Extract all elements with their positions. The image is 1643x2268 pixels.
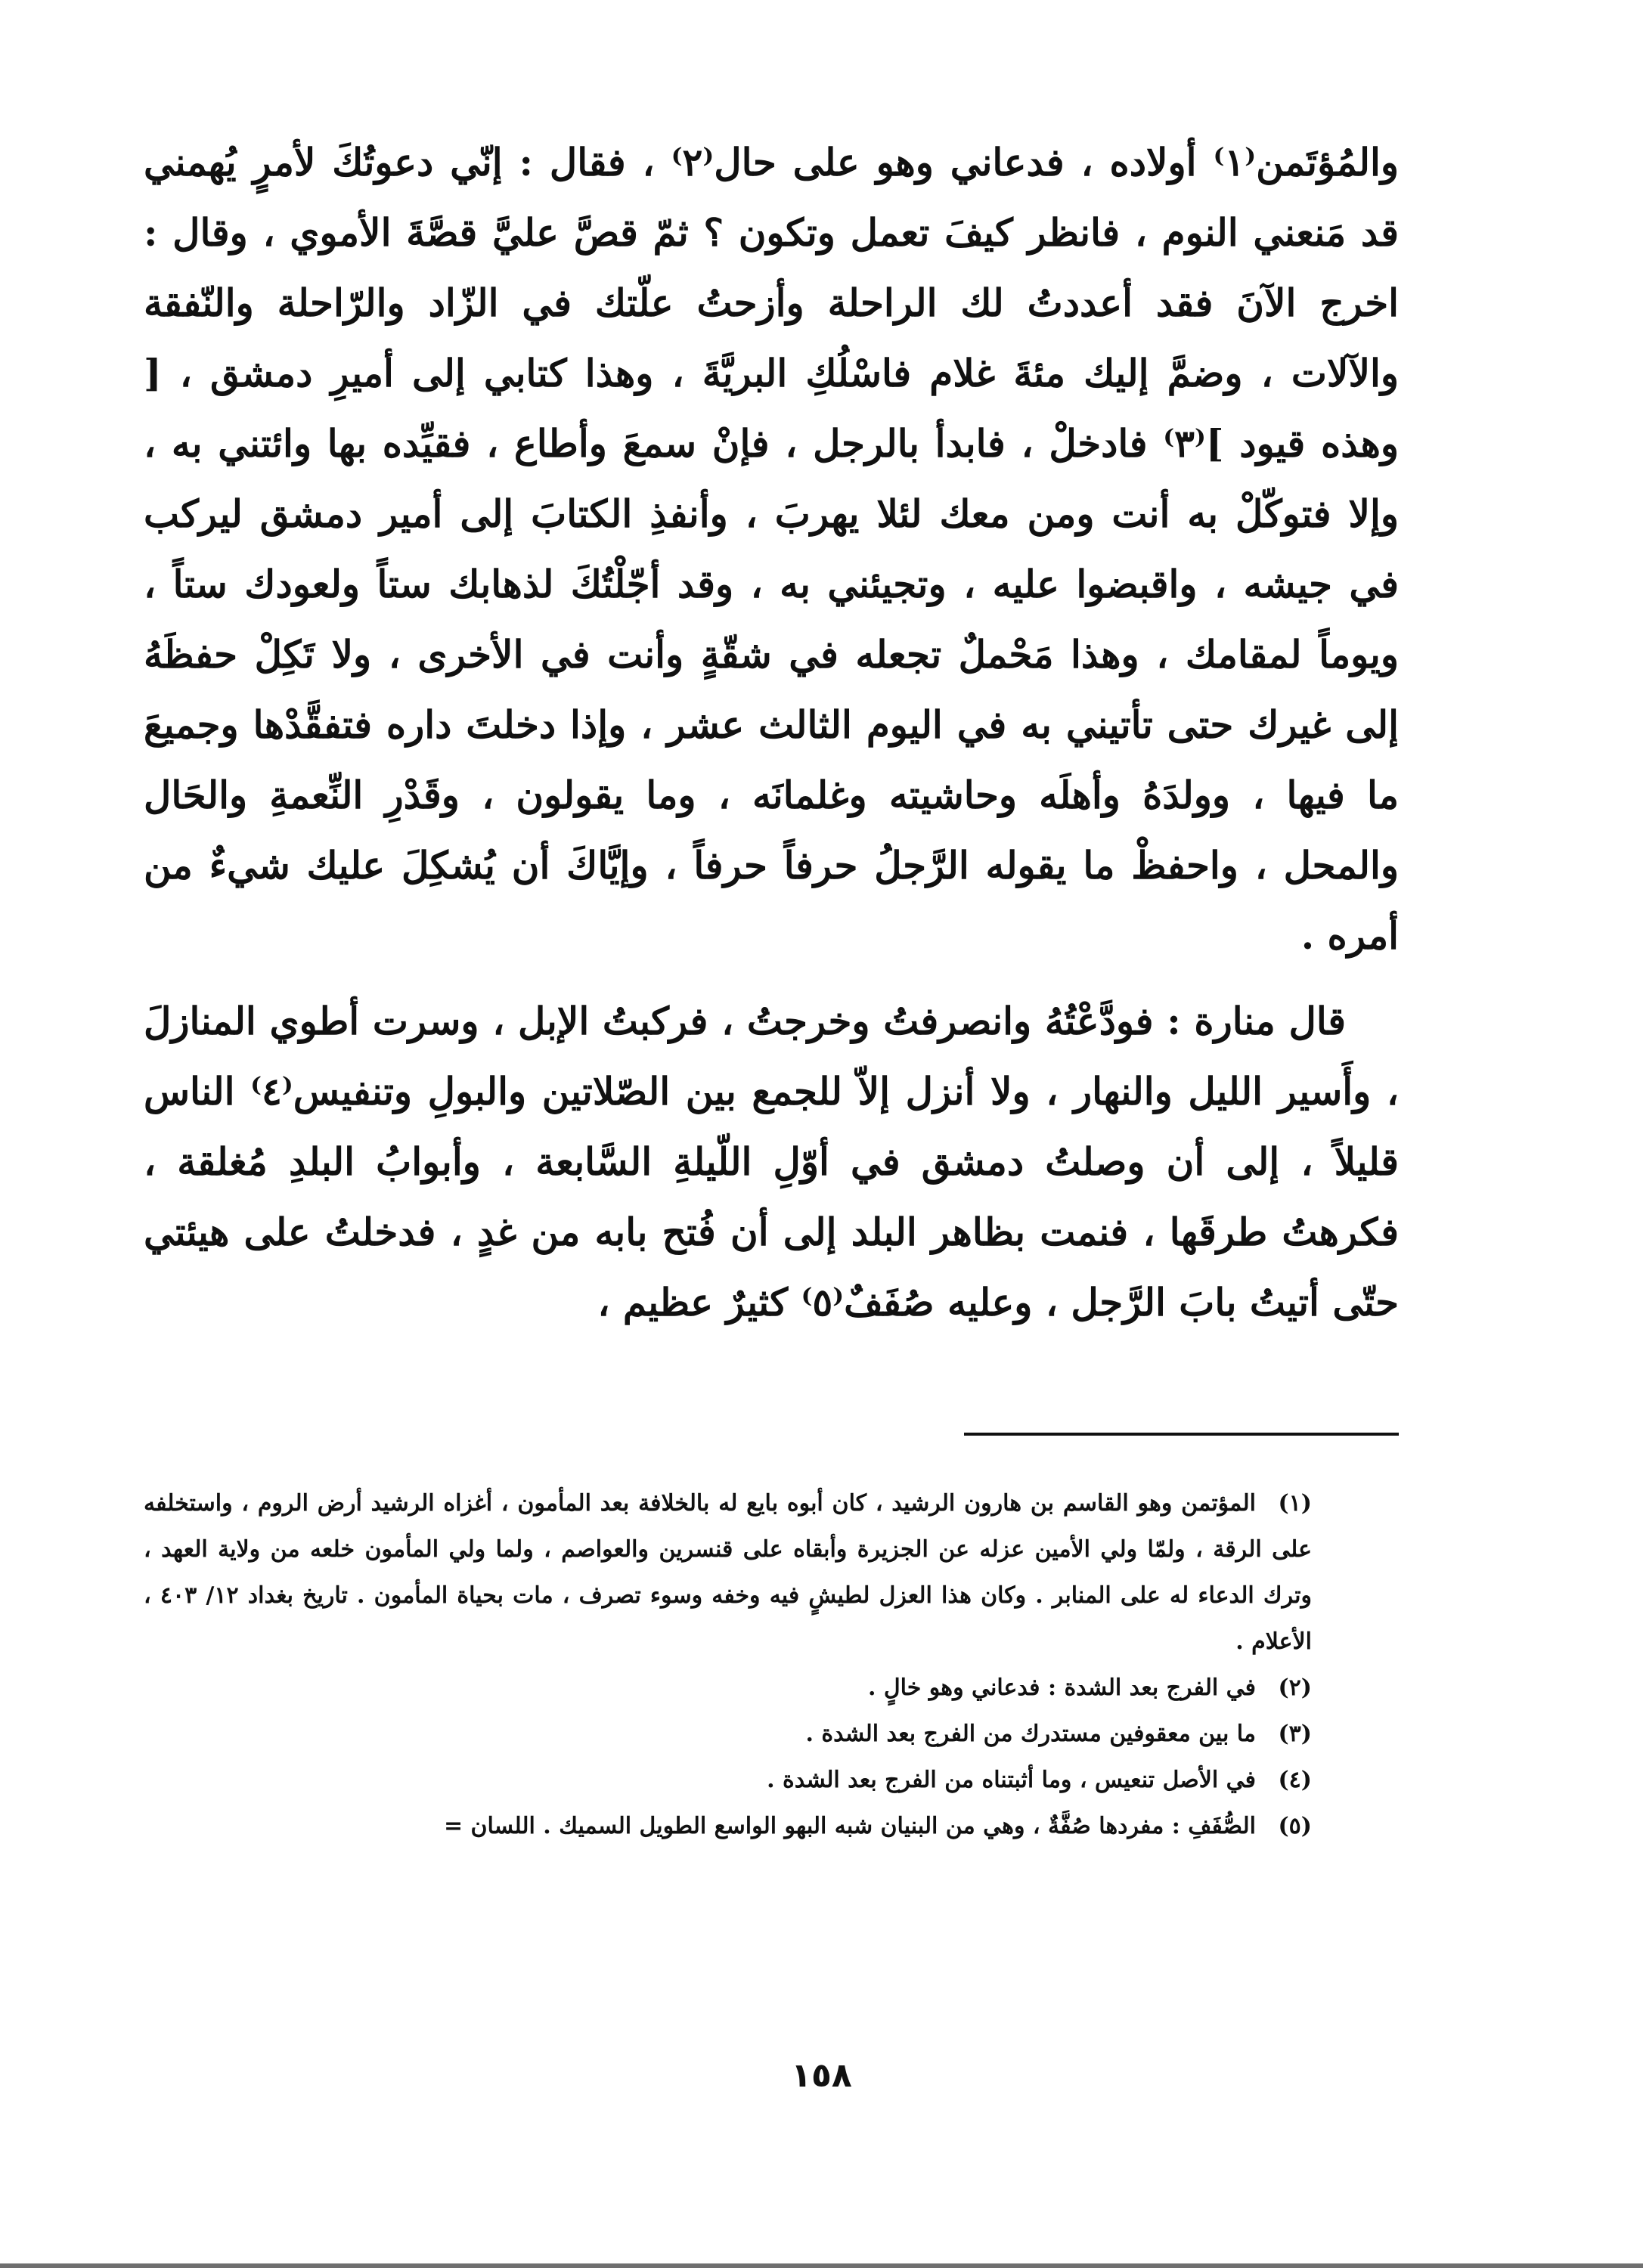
paragraph-1: والمُؤتَمن⁽١⁾ أولاده ، فدعاني وهو على حال⁽٢⁾ ، فقال : إنّي دعوتُكَ لأمرٍ يُهمني قد مَنعني النوم ، فانظر كيفَ تعمل وتكون ؟ ثمّ قصَّ عليَّ قصَّةَ الأموي ، وقال : اخرج الآنَ فقد أعددتُ لك الراحلة وأزحتُ علّتك في الزّاد والرّاحلة والنّفقة والآلات ، وضمَّ إليك مئةَ غلام فاسْلُكِ البريَّةَ ، وهذا كتابي إلى أميرِ دمشق ، [ وهذه قيود ]⁽٣⁾ فادخلْ ، فابدأ بالرجل ، فإنْ سمعَ وأطاع ، فقيِّده بها وائتني به ، وإلا فتوكّلْ به أنت ومن معك لئلا يهربَ ، وأنفذِ الكتابَ إلى أمير دمشق ليركب في جيشه ، واقبضوا عليه ، وتجيئني به ، وقد أجّلْتُكَ لذهابك ستاً ولعودك ستاً ، ويوماً لمقامك ، وهذا مَحْملٌ تجعله في شقّةٍ وأنت في الأخرى ، ولا تَكِلْ حفظَهُ إلى غيرك حتى تأتيني به في اليوم الثالث عشر ، وإذا دخلتَ داره فتفقَّدْها وجميعَ ما فيها ، وولدَهُ وأهلَه وحاشيته وغلمانَه ، وما يقولون ، وقَدْرِ النِّعمةِ والحَال والمحل ، واحفظْ ما يقوله الرَّجلُ حرفاً حرفاً ، وإيَّاكَ أن يُشكِلَ عليك شيءٌ من أمره . [144, 140, 1399, 958]
page-number: ١٥٨ [791, 2056, 852, 2095]
footnote-1 [144, 1480, 1312, 1665]
footnote-2 [144, 1665, 1312, 1711]
footnote-separator [964, 1433, 1399, 1436]
paragraph-2: قال منارة : فودَّعْتُهُ وانصرفتُ وخرجتُ ، فركبتُ الإبل ، وسرت أطوي المنازلَ ، وأَسير الليل والنهار ، ولا أنزل إلاّ للجمع بين الصّلاتين والبولِ وتنفيس⁽٤⁾ الناس قليلاً ، إلى أن وصلتُ دمشق في أوّلِ اللّيلةِ السَّابعة ، وأبوابُ البلدِ مُغلقة ، فكرهتُ طرقَها ، فنمت بظاهر البلد إلى أن فُتح بابه من غدٍ ، فدخلتُ على هيئتي حتّى أتيتُ بابَ الرَّجل ، وعليه صُفَفٌ⁽٥⁾ كثيرٌ عظيم ، [144, 999, 1399, 1325]
footnote-text: ما بين معقوفين مستدرك من الفرج بعد الشدة . [805, 1721, 1256, 1747]
footnote-text: المؤتمن وهو القاسم بن هارون الرشيد ، كان أبوه بايع له بالخلافة بعد المأمون ، أغزاه الرشيد أرض الروم ، واستخلفه على الرقة ، ولمّا ولي الأمين عزله عن الجزيرة وأبقاه على قنسرين والعواصم ، ولما ولي المأمون خلعه من ولاية العهد ، وترك الدعاء له على المنابر . وكان هذا العزل لطيشٍ فيه وخفه وسوء تصرف ، مات بحياة المأمون . تاريخ بغداد ١٢/ ٤٠٣ ، الأعلام . [144, 1490, 1312, 1655]
footnote-4 [144, 1757, 1312, 1803]
footnote-text: في الأصل تنعيس ، وما أثبتناه من الفرج بعد الشدة . [767, 1767, 1256, 1793]
scan-bottom-edge [0, 2263, 1643, 2268]
footnote-number: (٣) [1278, 1721, 1312, 1747]
footnote-text: الصُّفَفِ : مفردها صُفَّةٌ ، وهي من البنيان شبه البهو الواسع الطويل السميك . اللسان = [443, 1813, 1256, 1839]
footnote-number: (٤) [1278, 1767, 1312, 1793]
footnote-text: في الفرج بعد الشدة : فدعاني وهو خالٍ . [867, 1675, 1256, 1701]
footnote-3 [144, 1711, 1312, 1757]
footnote-number: (٥) [1278, 1813, 1312, 1839]
main-text [144, 127, 1399, 1337]
footnotes [144, 1480, 1312, 1849]
footnote-5 [144, 1803, 1312, 1849]
footnote-number: (١) [1278, 1490, 1312, 1517]
footnote-number: (٢) [1278, 1675, 1312, 1701]
